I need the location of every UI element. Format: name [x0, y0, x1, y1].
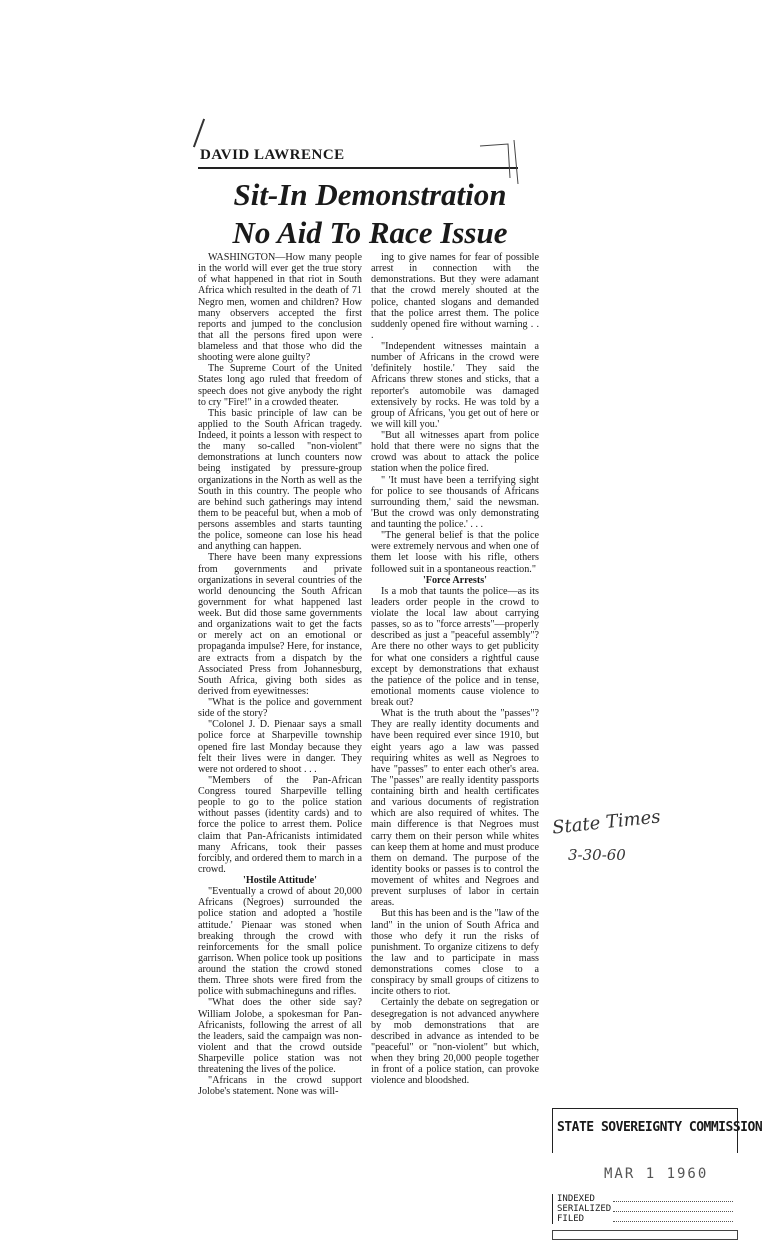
paragraph: "What does the other side say? William Jolobe, a spokesman for Pan-Africanists, following the arrest of all the leaders, said the campaign was non-violent and that the crowd outside Sharpeville police station was not threatening the lives of the police.	[198, 997, 362, 1076]
paragraph: "Members of the Pan-African Congress toured Sharpeville telling people to go to the police station without passes (identity cards) and to force the police to arrest them. Police claim that Pan-Africanists intimidated many Africans, took their passes forcibly, and ordered them to march in a crowd.	[198, 774, 362, 875]
stamp-field-label: FILED	[557, 1214, 585, 1224]
pen-mark	[193, 119, 205, 148]
paragraph: This basic principle of law can be applied to the South African tragedy. Indeed, it points a lesson with respect to the many so-called "non-violent" demonstrations at lunch counters now being instigated by pressure-group organizations in the North as well as the South in this country. The people who are behind such gatherings may intend them to be peaceful but, when a mob of persons assembles and starts taunting the police, someone can lose his head and anything can happen.	[198, 407, 362, 553]
paragraph: "Eventually a crowd of about 20,000 Africans (Negroes) surrounded the police station and adopted a 'hostile attitude.' Pienaar was stoned when breaking through the crowd with reinforcements for the small police garrison. When police took up positions around the station the crowd stoned them. Three shots were fired from the police with submachineguns and rifles.	[198, 886, 362, 998]
article-column-2	[371, 252, 539, 1086]
stamp-field	[553, 1194, 737, 1204]
byline-rule	[198, 167, 518, 169]
subhead: 'Force Arrests'	[422, 574, 487, 586]
stamp-field-label: SERIALIZED	[557, 1204, 612, 1214]
handwritten-paper-name: State Times	[551, 806, 662, 839]
commission-stamp	[552, 1108, 763, 1256]
paragraph: The Supreme Court of the United States long ago ruled that freedom of speech does not give anybody the right to cry "Fire!" in a crowded theater.	[198, 363, 362, 408]
paragraph: What is the truth about the "passes"? They are really identity documents and have been required ever since 1910, but eight years ago a law was passed requiring whites as well as Negroes to have "passes" to enter each other's area. The "passes" are really identity passports containing birth and health certificates and various documents of registration which are also required of whites. The main difference is that Negroes must carry them on their person while whites can keep them at home and must produce them on demand. The purpose of the identity books or passes is to control the movement of whites and Negroes and prevent surpluses of labor in certain areas.	[371, 708, 539, 909]
headline	[200, 176, 540, 252]
stamp-field	[553, 1204, 737, 1214]
stamp-date: MAR 1 1960	[604, 1166, 709, 1182]
paragraph: "What is the police and government side of the story?	[198, 697, 362, 720]
paragraph: " 'It must have been a terrifying sight for police to see thousands of Africans surrounding them,' said the newsman. 'But the crowd was only demonstrating and taunting the police.' . . .	[371, 474, 539, 530]
byline: DAVID LAWRENCE	[200, 147, 345, 163]
paragraph: Is a mob that taunts the police—as its leaders order people in the crowd to violate the local law about carrying passes, so as to "force arrests"—properly described as just a "peaceful assembly"? Are there no other ways to get publicity for what one considers a rightful cause except by demonstrations that exhaust the patience of the police and in tense, emotional moments cause violence to break out?	[371, 585, 539, 708]
paragraph: WASHINGTON—How many people in the world will ever get the true story of what happened in that riot in South Africa which resulted in the death of 71 Negro men, women and children? How many observers accepted the first reports and jumped to the conclusion that all the persons fired upon were blameless and that those who did the shooting were alone guilty?	[198, 252, 362, 364]
stamp-box	[552, 1108, 763, 1153]
stamp-field-label: INDEXED	[557, 1194, 595, 1204]
stamp-fields	[552, 1194, 737, 1224]
article-column-1	[198, 252, 362, 1098]
headline-line-2: No Aid To Race Issue	[232, 215, 508, 250]
paragraph: "The general belief is that the police were extremely nervous and when one of them let loose with his rifle, others followed suit in a spontaneous reaction."	[371, 530, 539, 575]
paragraph: ing to give names for fear of possible arrest in connection with the demonstrations. But they were adamant that the crowd merely shouted at the police, chanted slogans and demanded that the police arrest them. The police suddenly opened fire without warning . . .	[371, 252, 539, 341]
headline-line-1: Sit-In Demonstration	[233, 177, 507, 212]
paragraph: "Africans in the crowd support Jolobe's statement. None was will-	[198, 1075, 362, 1098]
paragraph: "Independent witnesses maintain a number of Africans in the crowd were 'definitely hostile.' They said the Africans threw stones and sticks, that a reporter's automobile was damaged extensively by rocks. He was told by a group of Africans, 'you get out of here or we will kill you.'	[371, 341, 539, 430]
paragraph: Certainly the debate on segregation or desegregation is not advanced anywhere by mob demonstrations that are described in advance as intended to be "peaceful" or "non-violent" but which, when they bring 20,000 people together in front of a police station, can provoke violence and bloodshed.	[371, 997, 539, 1087]
paragraph: But this has been and is the "law of the land" in the union of South Africa and those who defy it run the risks of punishment. To organize citizens to defy the law and to participate in mass demonstrations comes close to a conspiracy by small groups of citizens to incite others to riot.	[371, 908, 539, 998]
paragraph: "But all witnesses apart from police hold that there were no signs that the crowd was about to attack the police station when the police fired.	[371, 430, 539, 475]
paragraph: "Colonel J. D. Pienaar says a small police force at Sharpeville township opened fire last Monday because they felt their lives were in danger. They were not ordered to shoot . . .	[198, 719, 362, 775]
stamp-field	[553, 1214, 737, 1224]
handwritten-date: 3-30-60	[568, 846, 626, 864]
subhead: 'Hostile Attitude'	[243, 875, 317, 886]
stamp-bottom-box	[552, 1230, 738, 1240]
stamp-title: STATE SOVEREIGNTY COMMISSION	[557, 1120, 763, 1135]
paragraph: There have been many expressions from governments and private organizations in several countries of the world denouncing the South African government for what happened last week. But did those same governments and organizations wait to get the facts or merely act on an emotional or propaganda impulse? Here, for instance, are extracts from a dispatch by the Associated Press from Johannesburg, South Africa, giving both sides as derived from eyewitnesses:	[198, 552, 362, 697]
